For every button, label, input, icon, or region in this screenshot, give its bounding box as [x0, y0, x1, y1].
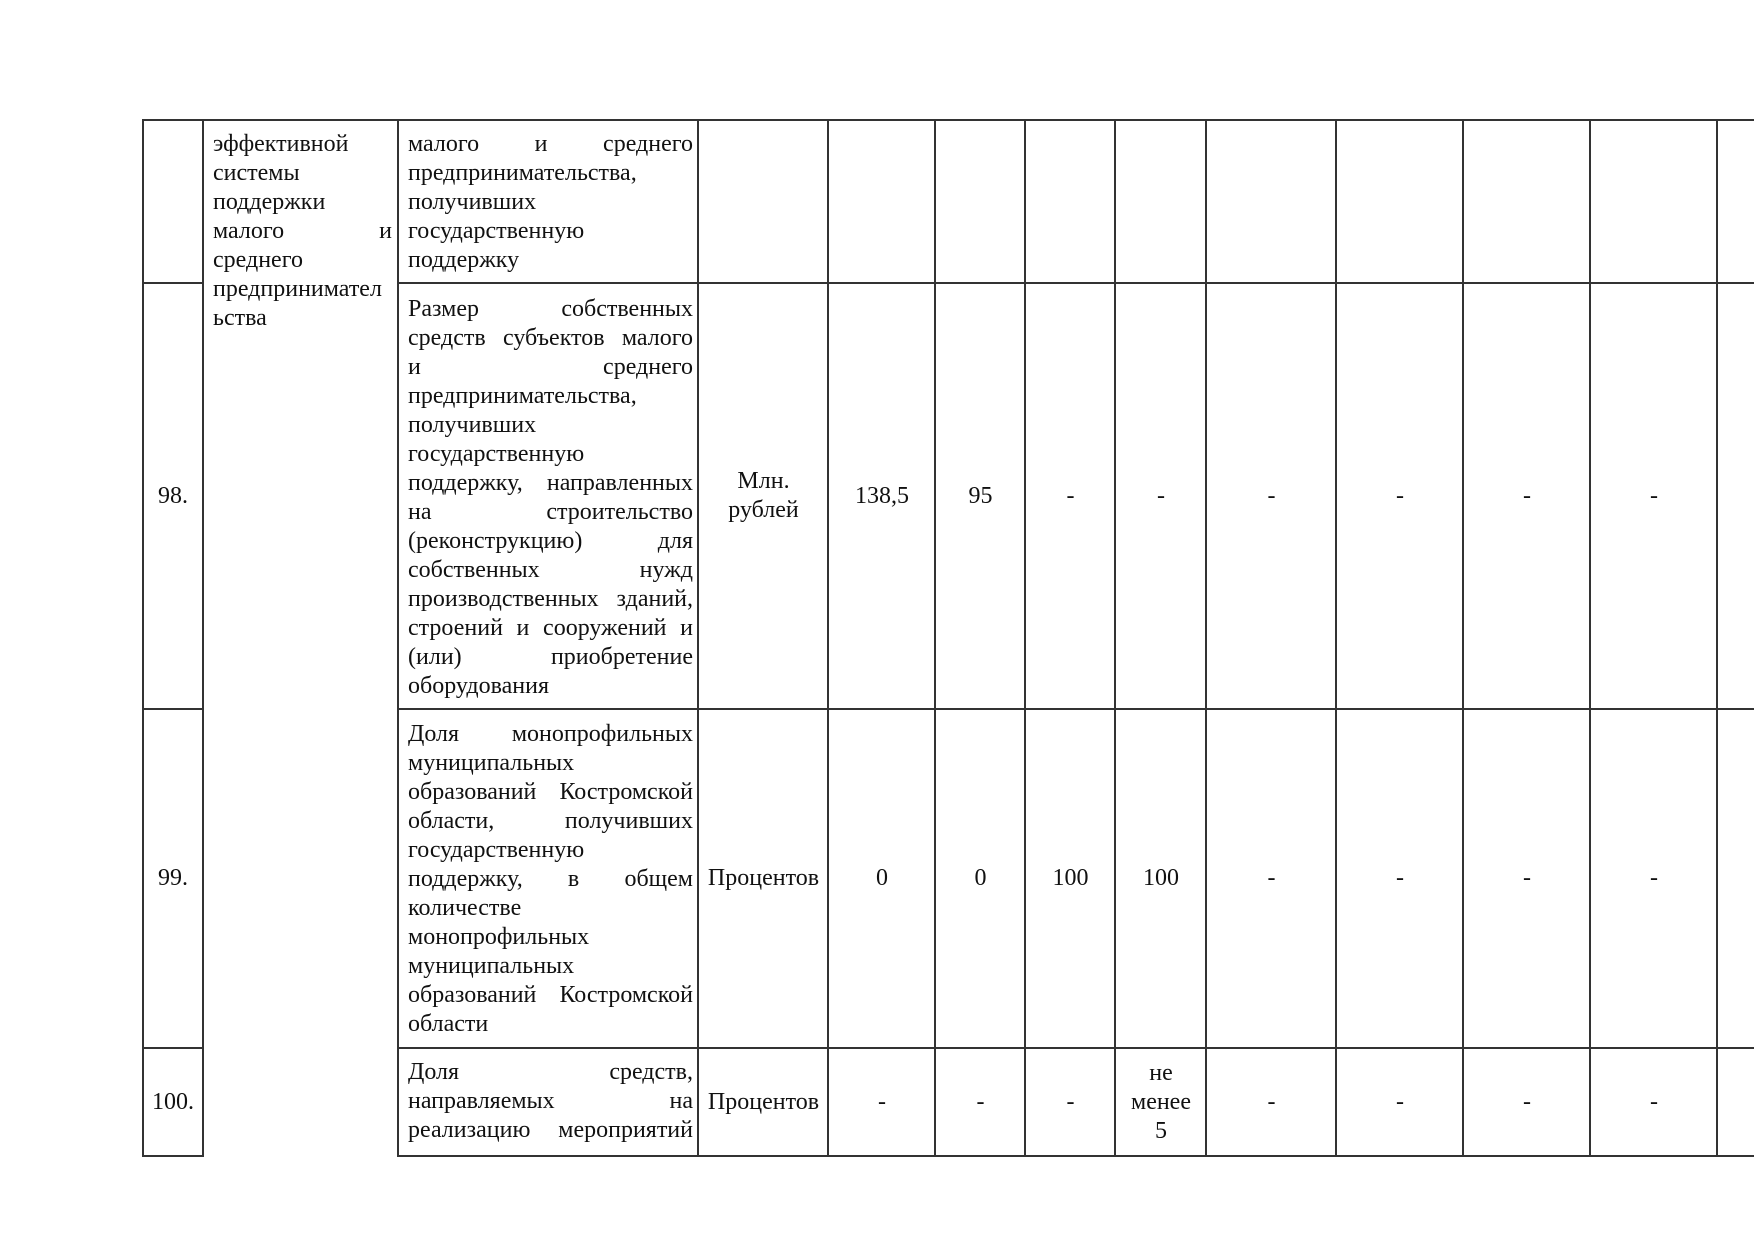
row-number: 100. — [152, 1088, 194, 1115]
value: - — [1066, 482, 1075, 509]
indicator-line: строений и сооружений и — [408, 615, 693, 641]
indicator-line: оборудования — [408, 673, 549, 699]
value-cell — [1591, 1048, 1717, 1156]
goal-line: малого и — [213, 218, 392, 244]
value: 100 — [1052, 865, 1089, 891]
indicator-line: реализацию мероприятий — [408, 1117, 693, 1143]
value-cell — [1464, 709, 1590, 1048]
value: 100 — [1143, 865, 1179, 891]
indicator-line: Размер собственных — [408, 296, 693, 322]
value: - — [1157, 482, 1165, 509]
value-cell — [1207, 283, 1336, 709]
unit-cell — [699, 709, 828, 1048]
row-number-cell — [143, 283, 203, 709]
value: - — [1267, 482, 1276, 509]
value-cell — [1026, 1048, 1115, 1156]
unit-label: Процентов — [707, 865, 820, 891]
indicator-line: поддержку, направленных — [408, 470, 693, 496]
value: - — [1267, 865, 1276, 891]
indicator-cell — [399, 720, 699, 1039]
value-cell — [1337, 709, 1463, 1048]
indicator-cell — [399, 1058, 699, 1145]
value-cell — [829, 283, 935, 709]
value: - — [1523, 1088, 1531, 1115]
value: не менее 5 — [1131, 1059, 1191, 1144]
unit-label: Процентов — [707, 1088, 820, 1115]
goal-line: эффективной — [213, 131, 349, 157]
indicator-line: средств субъектов малого — [408, 325, 693, 351]
value-cell — [1116, 1048, 1206, 1156]
value: - — [1396, 482, 1404, 509]
goal-line: предпринимател — [213, 276, 382, 302]
indicator-line: поддержку, в общем — [408, 866, 693, 892]
value: - — [1650, 1088, 1658, 1115]
table-top-border — [143, 119, 1754, 121]
indicator-line: (или) приобретение — [408, 644, 693, 670]
unit-cell — [699, 1048, 828, 1156]
value-cell — [1026, 283, 1115, 709]
value-cell — [1207, 709, 1336, 1048]
value: - — [1523, 482, 1531, 509]
value: - — [1650, 482, 1658, 509]
value-cell — [829, 709, 935, 1048]
indicator-line: предпринимательства, — [408, 383, 637, 409]
indicator-line: образований Костромской — [408, 779, 693, 805]
value-cell — [829, 1048, 935, 1156]
value-cell — [1207, 1048, 1336, 1156]
row-number: 99. — [158, 865, 188, 891]
value: 0 — [876, 865, 888, 891]
value: - — [1650, 865, 1658, 891]
indicator-line: муниципальных — [408, 953, 575, 979]
value-cell — [936, 283, 1025, 709]
goal-line: среднего — [213, 247, 303, 273]
value-cell — [1591, 709, 1717, 1048]
value-cell — [1026, 709, 1115, 1048]
indicator-line: области — [408, 1011, 489, 1037]
unit-label: Млн. рублей — [728, 468, 799, 523]
indicator-line: государственную — [408, 837, 585, 863]
indicator-line: муниципальных — [408, 750, 575, 776]
indicator-line: малого и среднего — [408, 131, 693, 157]
value-cell — [936, 1048, 1025, 1156]
indicator-line: на строительство — [408, 499, 693, 525]
indicator-line: производственных зданий, — [408, 586, 693, 612]
indicator-line: образований Костромской — [408, 982, 693, 1008]
indicator-line: области, получивших — [408, 808, 693, 834]
value-cell — [1116, 709, 1206, 1048]
value: - — [1267, 1088, 1276, 1115]
value: 0 — [974, 865, 987, 891]
indicator-line: монопрофильных — [408, 924, 590, 950]
indicator-cell — [399, 295, 699, 701]
indicator-line: количестве — [408, 895, 522, 921]
value-cell — [936, 709, 1025, 1048]
indicator-line: получивших — [408, 412, 537, 438]
indicator-line: (реконструкцию) для — [408, 528, 693, 554]
value: - — [1523, 865, 1531, 891]
indicator-line: государственную — [408, 441, 585, 467]
row-number-cell — [143, 709, 203, 1048]
indicator-line: государственную — [408, 218, 585, 244]
goal-line: системы — [213, 160, 300, 186]
indicator-line: поддержку — [408, 247, 520, 273]
value: 95 — [968, 482, 993, 509]
row-number-cell — [143, 1048, 203, 1156]
indicator-line: и среднего — [408, 354, 693, 380]
value: - — [976, 1088, 985, 1115]
indicator-line: Доля монопрофильных — [408, 721, 693, 747]
row-number: 98. — [158, 482, 188, 509]
indicator-line: предпринимательства, — [408, 160, 637, 186]
goal-cell-merged — [204, 130, 398, 333]
value: - — [1396, 865, 1404, 891]
value: - — [1066, 1088, 1075, 1115]
indicator-line: получивших — [408, 189, 537, 215]
value-cell — [1337, 1048, 1463, 1156]
value: - — [1396, 1088, 1404, 1115]
value: 138,5 — [855, 482, 909, 509]
value-cell — [1337, 283, 1463, 709]
value-cell — [1464, 283, 1590, 709]
indicator-line: Доля средств, — [408, 1059, 693, 1085]
value: - — [878, 1088, 886, 1115]
goal-line: поддержки — [213, 189, 326, 215]
indicator-line: собственных нужд — [408, 557, 693, 583]
goal-line: ьства — [213, 305, 267, 331]
indicator-cell — [399, 130, 699, 275]
value-cell — [1116, 283, 1206, 709]
indicator-line: направляемых на — [408, 1088, 693, 1114]
value-cell — [1464, 1048, 1590, 1156]
unit-cell — [699, 283, 828, 709]
value-cell — [1591, 283, 1717, 709]
